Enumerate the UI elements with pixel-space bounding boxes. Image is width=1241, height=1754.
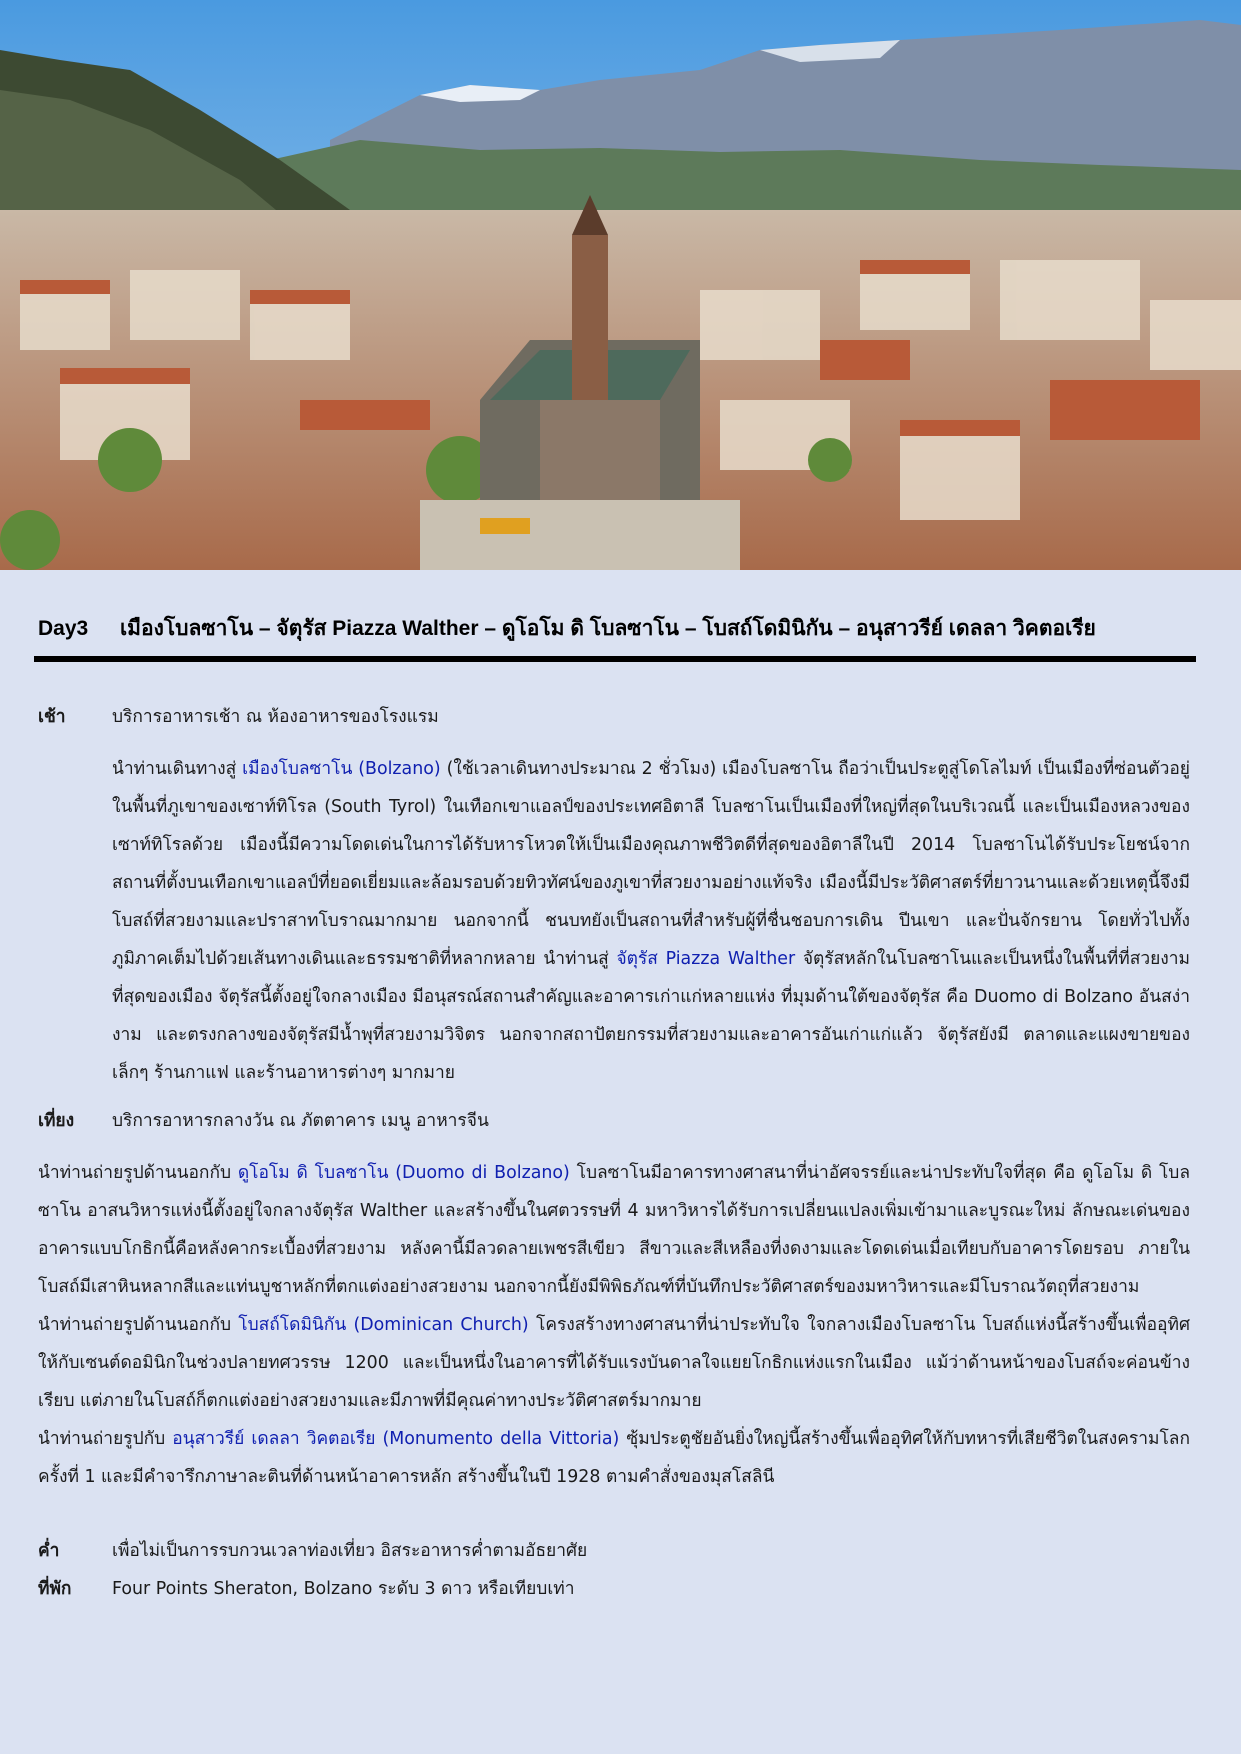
breakfast-row (38, 698, 1190, 736)
highlight-duomo: ดูโอโม ดิ โบลซาโน (Duomo di Bolzano) (237, 1163, 570, 1183)
breakfast-label: เช้า (38, 707, 66, 727)
hero-illustration (0, 0, 1241, 570)
paragraph-duomo: นำท่านถ่ายรูปด้านนอกกับ ดูโอโม ดิ โบลซาโน (Duomo di Bolzano) โบลซาโนมีอาคารทางศาสนาที่น่าอัศจรรย์และน่าประทับใจที่สุด คือ ดูโอโม ดิ โบลซาโน อาสนวิหารแห่งนี้ตั้งอยู่ใจกลางจัตุรัส Walther และสร้างขึ้นในศตวรรษที่ 4 มหาวิหารได้รับการเปลี่ยนแปลงเพิ่มเข้ามาและบูรณะใหม่ ลักษณะเด่นของอาคารแบบโกธิกนี้คือหลังคากระเบื้องที่สวยงาม หลังคานี้มีลวดลายเพชรสีเขียว สีขาวและสีเหลืองที่งดงามและโดดเด่นเมื่อเทียบกับอาคารโดยรอบ ภายในโบสถ์มีเสาหินหลากสีและแท่นบูชาหลักที่ตกแต่งอย่างสวยงาม นอกจากนี้ยังมีพิพิธภัณฑ์ที่บันทึกประวัติศาสตร์ของมหาวิหารและมีโบราณวัตถุที่สวยงาม (38, 1163, 1190, 1297)
highlight-vittoria: อนุสาวรีย์ เดลลา วิคตอเรีย (Monumento della Vittoria) (172, 1429, 620, 1449)
paragraph-bolzano: นำท่านเดินทางสู่ เมืองโบลซาโน (Bolzano) (ใช้เวลาเดินทางประมาณ 2 ชั่วโมง) เมืองโบลซาโน ถือว่าเป็นประตูสู่โดโลไมท์ เป็นเมืองที่ซ่อนตัวอยู่ในพื้นที่ภูเขาของเซาท์ทิโรล (South Tyrol) ในเทือกเขาแอลป์ของประเทศอิตาลี โบลซาโนเป็นเมืองที่ใหญ่ที่สุดในบริเวณนี้ และเป็นเมืองหลวงของเซาท์ทิโรลด้วย เมืองนี้มีความโดดเด่นในการได้รับหารโหวตให้เป็นเมืองคุณภาพชีวิตดีที่สุดของอิตาลีในปี 2014 โบลซาโนได้รับประโยชน์จากสถานที่ตั้งบนเทือกเขาแอลป์ที่ยอดเยี่ยมและล้อมรอบด้วยทิวทัศน์ของภูเขาที่สวยงามอย่างแท้จริง เมืองนี้มีประวัติศาสตร์ที่ยาวนานและด้วยเหตุนี้จึงมีโบสถ์ที่สวยงามและปราสาทโบราณมากมาย นอกจากนี้ ชนบทยังเป็นสถานที่สำหรับผู้ที่ชื่นชอบการเดิน ปีนเขา และปั่นจักรยาน โดยทั่วไปทั้งภูมิภาคเต็มไปด้วยเส้นทางเดินและธรรมชาติที่หลากหลาย นำท่านสู่ จัตุรัส Piazza Walther จัตุรัสหลักในโบลซาโนและเป็นหนึ่งในพื้นที่ที่สวยงามที่สุดของเมือง จัตุรัสนี้ตั้งอยู่ใจกลางเมือง มีอนุสรณ์สถานสำคัญและอาคารเก่าแก่หลายแห่ง ที่มุมด้านใต้ของจัตุรัส คือ Duomo di Bolzano อันสง่างาม และตรงกลางของจัตุรัสมีน้ำพุที่สวยงามวิจิตร นอกจากสถาปัตยกรรมที่สวยงามและอาคารอันเก่าแก่แล้ว จัตุรัสยังมี ตลาดและแผงขายของเล็กๆ ร้านกาแฟ และร้านอาหารต่างๆ มากมาย (112, 759, 1190, 1083)
paragraph-dominican: นำท่านถ่ายรูปด้านนอกกับ โบสถ์โดมินิกัน (Dominican Church) โครงสร้างทางศาสนาที่น่าประทับใจ ใจกลางเมืองโบลซาโน โบสถ์แห่งนี้สร้างขึ้นเพื่ออุทิศให้กับเซนต์ดอมินิกในช่วงปลายทศวรรษ 1200 และเป็นหนึ่งในอาคารที่ได้รับแรงบันดาลใจแยยโกธิกแห่งแรกในเมือง แม้ว่าด้านหน้าของโบสถ์จะค่อนข้างเรียบ แต่ภายในโบสถ์ก็ตกแต่งอย่างสวยงามและมีภาพที่มีคุณค่าทางประวัติศาสตร์มากมาย (38, 1315, 1190, 1411)
day-title: เมืองโบลซาโน – จัตุรัส Piazza Walther – ดูโอโม ดิ โบลซาโน – โบสถ์โดมินิกัน – อนุสาวรีย์ เดลลา วิคตอเรีย (120, 617, 1096, 640)
hotel-label: ที่พัก (38, 1579, 72, 1599)
lunch-row (38, 1102, 1190, 1140)
lunch-label: เที่ยง (38, 1111, 75, 1131)
day-header (38, 612, 1198, 645)
dinner-text: เพื่อไม่เป็นการรบกวนเวลาท่องเที่ยว อิสระอาหารค่ำตามอัธยาศัย (112, 1541, 588, 1561)
hotel-row (38, 1570, 1190, 1608)
hotel-text: Four Points Sheraton, Bolzano ระดับ 3 ดาว หรือเทียบเท่า (112, 1579, 575, 1599)
hero-photo-bolzano (0, 0, 1241, 570)
dinner-label: ค่ำ (38, 1541, 60, 1561)
day-number: Day3 (38, 617, 89, 640)
highlight-bolzano: เมืองโบลซาโน (Bolzano) (242, 759, 441, 779)
paragraph-vittoria: นำท่านถ่ายรูปกับ อนุสาวรีย์ เดลลา วิคตอเรีย (Monumento della Vittoria) ซุ้มประตูชัยอันยิ่งใหญ่นี้สร้างขึ้นเพื่ออุทิศให้กับทหารที่เสียชีวิตในสงครามโลกครั้งที่ 1 และมีคำจารึกภาษาละตินที่ด้านหน้าอาคารหลัก สร้างขึ้นในปี 1928 ตามคำสั่งของมุสโสลินี (38, 1429, 1190, 1487)
highlight-dominican: โบสถ์โดมินิกัน (Dominican Church) (238, 1315, 529, 1335)
highlight-piazza-walther: จัตุรัส Piazza Walther (616, 949, 796, 969)
lunch-text: บริการอาหารกลางวัน ณ ภัตตาคาร เมนู อาหารจีน (112, 1111, 489, 1131)
itinerary-content (38, 698, 1190, 1608)
breakfast-text: บริการอาหารเช้า ณ ห้องอาหารของโรงแรม (112, 707, 439, 727)
header-divider (34, 656, 1196, 662)
dinner-row (38, 1532, 1190, 1570)
